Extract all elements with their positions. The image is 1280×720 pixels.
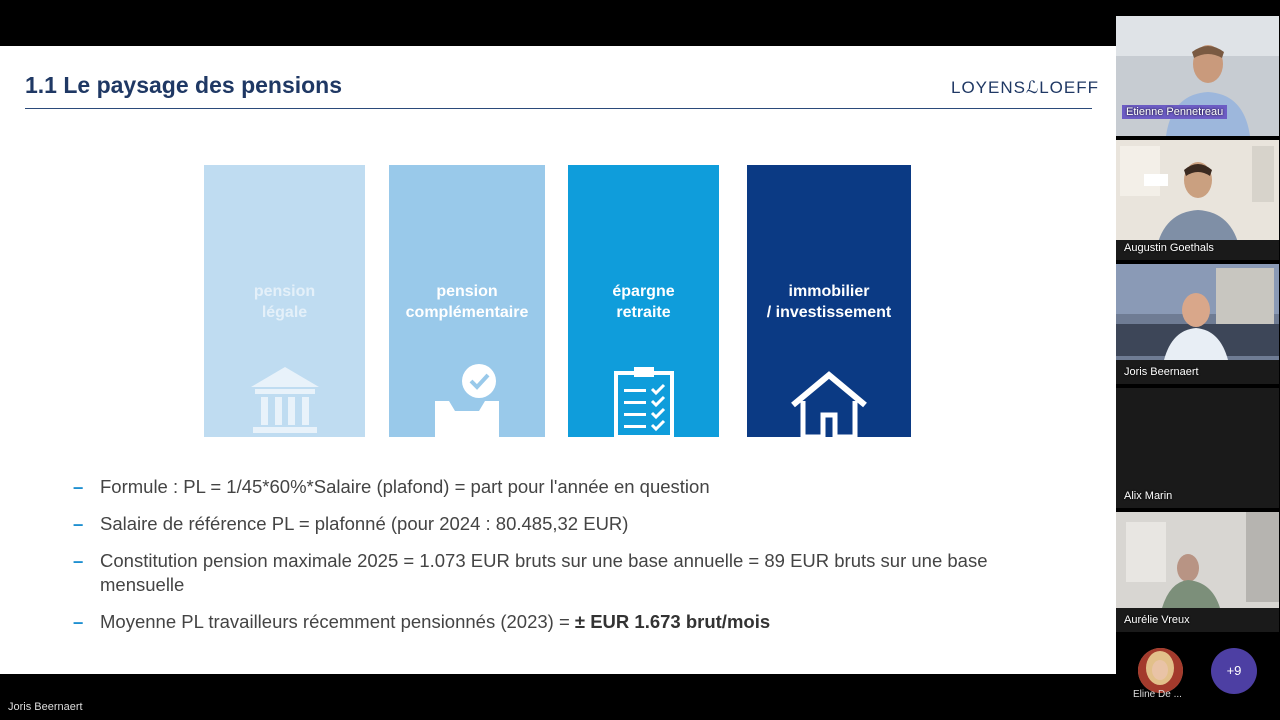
presenter-name: Joris Beernaert [8,701,83,713]
participant-name: Alix Marin [1124,490,1173,502]
house-icon [789,371,869,437]
participant-name: Etienne Pennetreau [1122,105,1227,119]
bullet-text: Constitution pension maximale 2025 = 1.073 EUR bruts sur une base annuelle = 89 EUR bruts sur une base mensuelle [100,550,988,595]
tile-label-line1: épargne [612,283,675,300]
participant-name: Eline De ... [1133,689,1182,700]
more-participants-row [1116,640,1280,710]
tile-epargne-retraite [568,165,719,437]
tile-label-line2: retraite [616,304,671,321]
participant-name: Joris Beernaert [1124,366,1199,378]
bullet-text: Moyenne PL travailleurs récemment pensionnés (2023) = [100,611,575,632]
tile-label-line1: pension [253,283,316,300]
bullet-item [73,512,1073,536]
participant-video-tile[interactable] [1116,264,1279,384]
participant-avatar[interactable] [1138,648,1183,693]
tile-label-line2: / investissement [766,304,892,321]
participant-video-tile[interactable] [1116,512,1279,632]
participant-video-tile[interactable] [1116,16,1279,136]
bullet-bold-value: ± EUR 1.673 brut/mois [574,611,771,632]
clipboard-checklist-icon [612,365,676,437]
participant-name: Aurélie Vreux [1124,614,1190,626]
tile-label-line2: légale [261,304,308,321]
tile-label-line1: pension [436,283,498,300]
participant-video-tile[interactable] [1116,388,1279,508]
avatar-image [1138,648,1183,693]
bullet-dash: – [73,550,84,571]
bullet-text: Formule : PL = 1/45*60%*Salaire (plafond) = part pour l'année en question [100,476,710,497]
bullet-item [73,610,1073,634]
shared-slide [0,46,1116,674]
company-logo: LOYENSℒLOEFF [951,78,1099,97]
bullet-dash: – [73,476,84,497]
more-participants-button[interactable]: +9 [1211,648,1257,694]
inbox-check-icon [427,361,507,437]
participant-name: Augustin Goethals [1124,242,1214,254]
tile-immobilier-investissement [747,165,911,437]
participant-video-tile[interactable] [1116,140,1279,260]
bank-building-icon [245,361,325,437]
tile-pension-legale [204,165,365,437]
tile-pension-complementaire [389,165,545,437]
bullet-list [73,475,1073,647]
tile-label-line1: immobilier [788,283,870,300]
title-divider [25,108,1092,109]
slide-title: 1.1 Le paysage des pensions [25,72,343,98]
bullet-dash: – [73,513,84,534]
bullet-dash: – [73,611,84,632]
bullet-text: Salaire de référence PL = plafonné (pour 2024 : 80.485,32 EUR) [100,513,629,534]
bullet-item [73,549,1073,597]
bullet-item [73,475,1073,499]
tile-label-line2: complémentaire [405,304,529,321]
